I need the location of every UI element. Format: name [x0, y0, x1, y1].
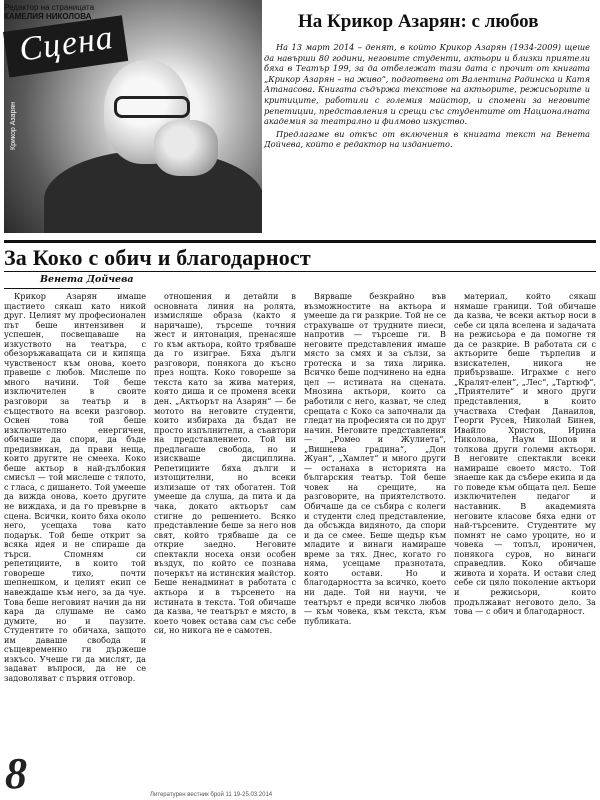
column-text: Крикор Азарян имаше щастието сякаш като никой друг. Целият му професионален път беше интензивен и успешен, посвещаваше на изкуството на театъра, с обезоръжаващата си и кипяща чувственост към онова, което правеше с любов. Мислеше по много начини. Той беше изключителен в своите разговори за театър и в съществото на всеки разговор. Освен това той беше изключително енергичен, обичаше да спори, да бъде предизвикан, да прави неща, които другите не смееха. Коко беше актьор в най-дълбокия смисъл — той мислеше с тялото, с гласа, с дишането. Той умееше да вижда онова, което другите не виждаха, и да го превърне в сцена. Всички, които бяха около него, усещаха това като подарък. Той беше открит за всяка идея и не спираше да търси. Спомням си репетициите, в които той говореше тихо, почти шепнешком, и целият екип се навеждаше към него, за да чуе. Това беше неговият начин да ни кара да слушаме не само думите, но и паузите. Студентите го обичаха, защото им даваше свобода и същевременно ги държеше изкъсо. Учеше ги да мислят, да задават въпроси, да не се задоволяват с първия отговор. — [4, 292, 146, 683]
article-author: Венета Дойчева — [40, 274, 134, 285]
article-column — [154, 292, 296, 778]
column-text: Вярваше безкрайно във възможностите на актьора и умееше да ги разкрие. Той не се страхуваше от трудните пиеси, напротив — търсеше ги. В неговите представления имаше място за смях и за сълзи, за гротеска и за тиха лирика. Всичко беше подчинено на една цел — истината на сцената. Мнозина актьори, които са работили с него, казват, че след срещата с Коко са започнали да гледат на професията си по друг начин. Неговите представления — „Ромео и Жулиета“, „Вишнева градина“, „Дон Жуан“, „Хамлет“ и много други — останаха в историята на българския театър. Той беше човек на срещите, на разговорите, на приятелството. Обичаше да се събира с колеги и студенти след представление, да обсъжда видяното, да спори и да се смее. Беше щедър към младите и винаги намираше време за тях. Днес, когато го няма, усещаме празнотата, която остави. Но и благодарността за всичко, което ни даде. Той ни научи, че театърът е преди всичко любов — към човека, към текста, към публиката. — [304, 292, 446, 626]
section-logo — [3, 15, 128, 77]
portrait-face — [104, 60, 190, 164]
page-editor — [4, 3, 94, 21]
section-logo-text: Сцена — [17, 18, 116, 69]
issue-line: Литературен вестник брой 11 19-25.03.2014 — [150, 792, 273, 798]
section-divider — [4, 240, 596, 243]
feature-title: На Крикор Азарян: с любов — [298, 11, 539, 32]
column-text: материал, който сякаш нямаше граници. Той обичаше да казва, че всеки актьор носи в себе си цяла вселена и задачата на режисьора е да помогне тя да се разкрие. В работата си с актьорите беше търпелив и взискателен, никога не прибързваше. Играхме с него „Кралят-елен“, „Лес“, „Тартюф“, „Приятелите“ и много други представления, в които участваха Стефан Данаилов, Георги Русев, Николай Бинев, Ивайло Христов, Ирина Николова, Наум Шопов и толкова други големи актьори. В неговите спектакли всеки намираше своето място. Той знаеше как да събере екипа и да го поведе към общата цел. Беше изключителен педагог и наставник. В академията неговите класове бяха едни от най-търсените. Студентите му помнят не само уроците, но и човека — топъл, ироничен, понякога суров, но винаги справедлив. Коко обичаше живота и хората. И остави след себе си цяло поколение актьори и режисьори, които продължават неговото дело. За това — с обич и благодарност. — [454, 292, 596, 617]
column-text: отношения и детайли в основната линия на ролята, измисляше образа (както я наричаше), търсеше точния жест и интонация, пренасяше го към актьора, който трябваше да го изиграе. Бяха дълги разговори, понякога до късно през нощта. Коко говореше за текста като за жива материя, която диша и се променя всеки ден. „Актьорът на Азарян“ — бе мотото на неговите студенти, които избираха да бъдат не просто изпълнители, а съавтори на представлението. Той ни предлагаше свобода, но и изискваше дисциплина. Репетициите бяха дълги и изтощителни, но всеки излизаше от тях обогатен. Той умееше да слуша, да пита и да чака, докато актьорът сам стигне до решението. Всяко представление беше за него нов свят, който трябваше да се открие заедно. Неговите спектакли носеха онзи особен въздух, по който се познава почеркът на истинския майстор. Беше ненадминат в работата с актьора и в търсенето на истината в текста. Той обичаше да казва, че театърът е място, в което човек остава сам със себе си, но никога не е самотен. — [154, 292, 296, 636]
feature-intro — [264, 42, 590, 152]
author-rule — [4, 288, 120, 289]
article-columns — [4, 292, 596, 778]
editor-label: Редактор на страницата — [4, 3, 95, 12]
article-column — [4, 292, 146, 778]
feature-paragraph: На 13 март 2014 – денят, в който Крикор Азарян (1934-2009) щеше да навърши 80 години, неговите студенти, актьори и близки приятели бяха в Театър 199, за да отбележат тази дата с прочит от книгата „Крикор Азарян – на живо“, подготвена от Валентина Радинска и Катя Атанасова. Книгата съдържа текстове на актьорите, режисьорите и критиците, работили с големия майстор, и спомени за неговите репетиции, представления и срещи със студентите от Националната академия за театрално и филмово изкуство. — [264, 42, 590, 127]
article-column — [454, 292, 596, 778]
feature-paragraph: Предлагаме ви откъс от включения в книгата текст на Венета Дойчева, който е редактор на изданието. — [264, 128, 590, 150]
photo-credit: Крикор Азарян — [10, 102, 17, 150]
headline-rule — [4, 271, 596, 272]
page-number: 8 — [5, 749, 27, 798]
article-headline: За Коко с обич и благодарност — [4, 245, 311, 270]
editor-name: КАМЕЛИЯ НИКОЛОВА — [4, 12, 92, 21]
article-column — [304, 292, 446, 778]
